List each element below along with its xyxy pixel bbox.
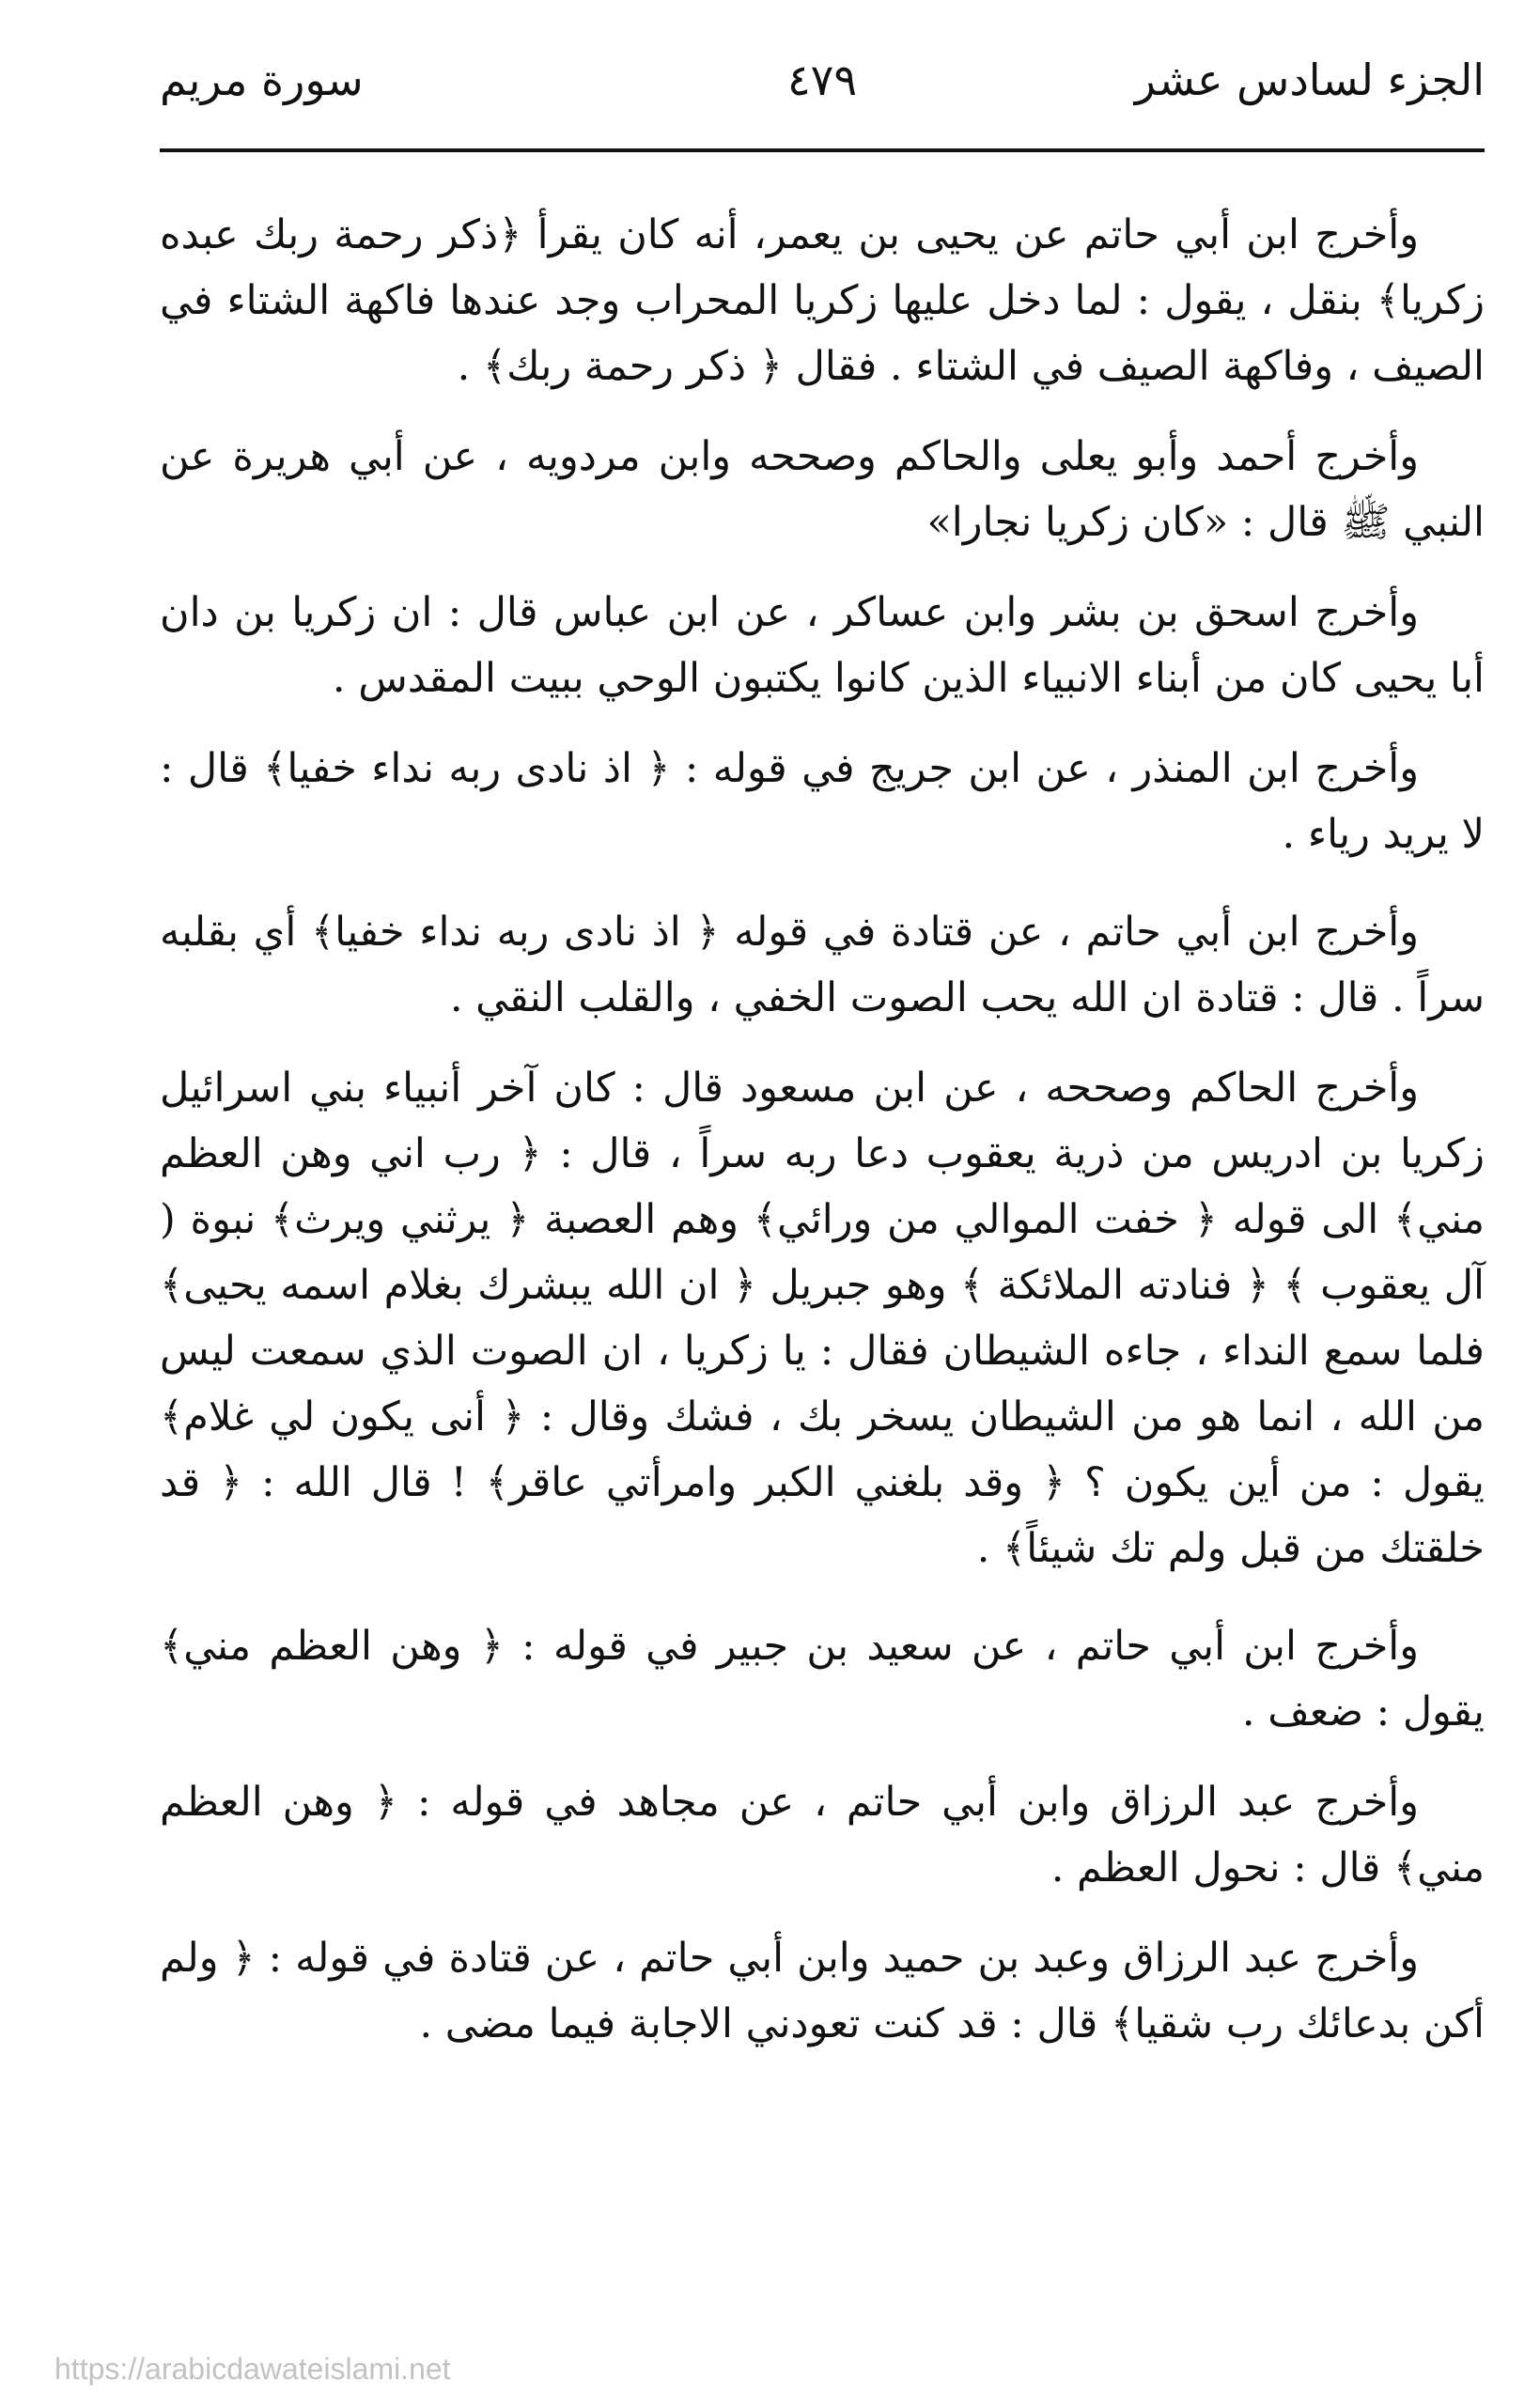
paragraph-7: وأخرج ابن أبي حاتم ، عن سعيد بن جبير في قوله : ﴿ وهن العظم مني﴾ يقول : ضعف . [160,1623,1485,1735]
paragraph-9: وأخرج عبد الرزاق وعبد بن حميد وابن أبي حاتم ، عن قتادة في قوله : ﴿ ولم أكن بدعائك رب شقيا﴾ قال : قد كنت تعودني الاجابة فيما مضى . [160,1935,1485,2047]
page-header [160,54,1485,130]
paragraph-4: وأخرج ابن المنذر ، عن ابن جريج في قوله : ﴿ اذ نادى ربه نداء خفيا﴾ قال : لا يريد رياء . [160,745,1485,858]
paragraph-6: وأخرج الحاكم وصححه ، عن ابن مسعود قال : كان آخر أنبياء بني اسرائيل زكريا بن ادريس من ذرية يعقوب دعا ربه سراً ، قال : ﴿ رب اني وهن العظم مني﴾ الى قوله ﴿ خفت الموالي من ورائي﴾ وهم العصبة ﴿ يرثني ويرث﴾ نبوة ( آل يعقوب ﴾ ﴿ فنادته الملائكة ﴾ وهو جبريل ﴿ ان الله يبشرك بغلام اسمه يحيى﴾ فلما سمع النداء ، جاءه الشيطان فقال : يا زكريا ، ان الصوت الذي سمعت ليس من الله ، انما هو من الشيطان يسخر بك ، فشك وقال : ﴿ أنى يكون لي غلام﴾ يقول : من أين يكون ؟ ﴿ وقد بلغني الكبر وامرأتي عاقر﴾ ! قال الله : ﴿ قد خلقتك من قبل ولم تك شيئاً﴾ . [160,1065,1485,1572]
main-text [160,202,1485,2081]
paragraph-8: وأخرج عبد الرزاق وابن أبي حاتم ، عن مجاهد في قوله : ﴿ وهن العظم مني﴾ قال : نحول العظم . [160,1779,1485,1891]
paragraph-5: وأخرج ابن أبي حاتم ، عن قتادة في قوله ﴿ اذ نادى ربه نداء خفيا﴾ أي بقلبه سراً . قال : قتادة ان الله يحب الصوت الخفي ، والقلب النقي . [160,909,1485,1021]
watermark-url: https://arabicdawateislami.net [54,2352,451,2386]
page-number: ٤٧٩ [786,54,858,105]
paragraph-3: وأخرج اسحق بن بشر وابن عساكر ، عن ابن عباس قال : ان زكريا بن دان أبا يحيى كان من أبناء الانبياء الذين كانوا يكتبون الوحي ببيت المقدس . [160,589,1485,702]
part-title: الجزء لسادس عشر [1134,54,1485,105]
header-divider [160,148,1485,152]
surah-title: سورة مريم [160,54,364,105]
paragraph-2: وأخرج أحمد وأبو يعلى والحاكم وصححه وابن مردويه ، عن أبي هريرة عن النبي ﷺ قال : «كان زكريا نجارا» [160,433,1485,546]
paragraph-1: وأخرج ابن أبي حاتم عن يحيى بن يعمر، أنه كان يقرأ ﴿ذكر رحمة ربك عبده زكريا﴾ بنقل ، يقول : لما دخل عليها زكريا المحراب وجد عندها فاكهة الشتاء في الصيف ، وفاكهة الصيف في الشتاء . فقال ﴿ ذكر رحمة ربك﴾ . [160,211,1485,390]
